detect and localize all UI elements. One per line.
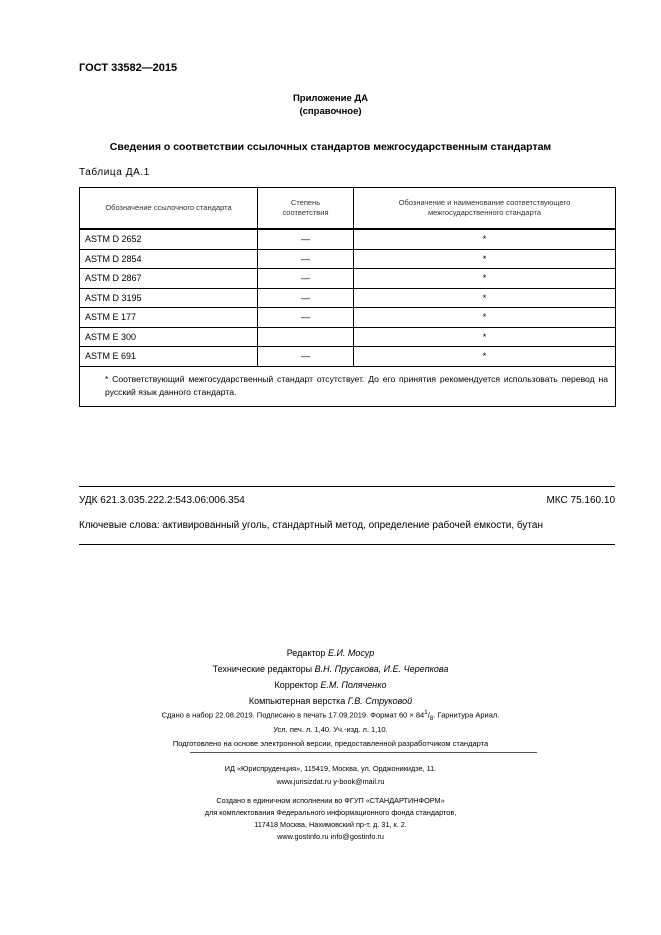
credit-tech-names: В.Н. Прусакова, И.Е. Черепкова xyxy=(314,664,449,674)
publisher-line-3: Создано в единичном исполнении во ФГУП «СТАНДАРТИНФОРМ» xyxy=(216,796,445,805)
cell-degree: — xyxy=(258,269,354,289)
credit-tech-editors xyxy=(0,664,661,674)
appendix-title: Приложение ДА xyxy=(292,93,369,104)
cell-standard: * xyxy=(354,229,616,249)
cell-reference: ASTM E 300 xyxy=(80,327,258,347)
section-title: Сведения о соответствии ссылочных стандартов межгосударственным стандартам xyxy=(109,141,552,153)
imprint-line-1: Сдано в набор 22.08.2019. Подписано в печать 17.09.2019. Формат $60 \times 84^1/_8$. Гарнитура Ариал. xyxy=(161,709,500,722)
udk-code: УДК 621.3.035.222.2:543.06:006.354 xyxy=(79,495,245,506)
credit-editor-label: Редактор xyxy=(286,648,326,658)
imprint-font: . Гарнитура Ариал. xyxy=(433,710,500,720)
credit-layout-label: Компьютерная верстка xyxy=(248,696,346,706)
cell-degree: — xyxy=(258,288,354,308)
credit-layout xyxy=(0,696,661,706)
credit-tech-label: Технические редакторы xyxy=(212,664,313,674)
reference-table xyxy=(79,187,616,407)
cell-reference: ASTM D 2652 xyxy=(80,229,258,249)
imprint-divider xyxy=(190,752,537,753)
table-row xyxy=(80,347,616,367)
credit-editor xyxy=(0,648,661,658)
credit-layout-name: Г.В. Струковой xyxy=(347,696,413,706)
cell-reference: ASTM E 691 xyxy=(80,347,258,367)
table-row xyxy=(80,249,616,269)
credit-editor-name: Е.И. Мосур xyxy=(327,648,375,658)
credit-corrector-name: Е.М. Поляченко xyxy=(320,680,387,690)
imprint-line-2: Усл. печ. л. 1,40. Уч.-изд. л. 1,10. xyxy=(273,725,388,734)
divider-top xyxy=(79,486,615,487)
cell-degree: — xyxy=(258,249,354,269)
column-header-standard: Обозначение и наименование соответствующего межгосударственного стандарта xyxy=(354,188,616,230)
imprint-line-3: Подготовлено на основе электронной версии, предоставленной разработчиком стандарта xyxy=(172,739,489,748)
table-row xyxy=(80,308,616,328)
cell-standard: * xyxy=(354,249,616,269)
divider-bottom xyxy=(79,544,615,545)
cell-reference: ASTM D 2854 xyxy=(80,249,258,269)
table-row xyxy=(80,288,616,308)
table-footnote-row xyxy=(80,366,616,406)
column-header-degree: Степень соответствия xyxy=(258,188,354,230)
document-code: ГОСТ 33582—2015 xyxy=(79,62,178,74)
publisher-line-2: www.jurisizdat.ru y-book@mail.ru xyxy=(276,777,385,786)
appendix-subtitle: (справочное) xyxy=(299,106,362,117)
credit-corrector xyxy=(0,680,661,690)
imprint-format-sub: 8 xyxy=(429,715,434,722)
cell-degree: — xyxy=(258,308,354,328)
keywords: Ключевые слова: активированный уголь, стандартный метод, определение рабочей емкости, бутан xyxy=(79,520,543,531)
table-caption: Таблица ДА.1 xyxy=(79,167,150,178)
cell-standard: * xyxy=(354,347,616,367)
credit-corrector-label: Корректор xyxy=(274,680,318,690)
cell-standard: * xyxy=(354,269,616,289)
publisher-line-4: для комплектования Федерального информационного фонда стандартов, xyxy=(204,808,457,817)
imprint-dates: Сдано в набор 22.08.2019. Подписано в печать 17.09.2019. Формат 60 × 84 xyxy=(161,710,425,720)
cell-standard: * xyxy=(354,288,616,308)
table-row xyxy=(80,327,616,347)
publisher-line-1: ИД «Юриспруденция», 115419, Москва, ул. Орджоникидзе, 11. xyxy=(224,764,437,773)
cell-reference: ASTM D 3195 xyxy=(80,288,258,308)
imprint-format-sup: 1 xyxy=(424,709,428,716)
cell-degree xyxy=(258,327,354,347)
cell-standard: * xyxy=(354,308,616,328)
cell-degree: — xyxy=(258,229,354,249)
cell-standard: * xyxy=(354,327,616,347)
table-row xyxy=(80,269,616,289)
mks-code: МКС 75.160.10 xyxy=(546,495,615,506)
cell-reference: ASTM D 2867 xyxy=(80,269,258,289)
cell-degree: — xyxy=(258,347,354,367)
table-header-row xyxy=(80,188,616,230)
publisher-line-5: 117418 Москва, Нахимовский пр-т, д. 31, к. 2. xyxy=(254,820,407,829)
table-row xyxy=(80,229,616,249)
publisher-line-6: www.gostinfo.ru info@gostinfo.ru xyxy=(277,832,384,841)
cell-reference: ASTM E 177 xyxy=(80,308,258,328)
table-footnote: * Соответствующий межгосударственный стандарт отсутствует. До его принятия рекомендуется использовать перевод на русский язык данного стандарта. xyxy=(105,373,608,397)
column-header-reference: Обозначение ссылочного стандарта xyxy=(80,188,258,230)
